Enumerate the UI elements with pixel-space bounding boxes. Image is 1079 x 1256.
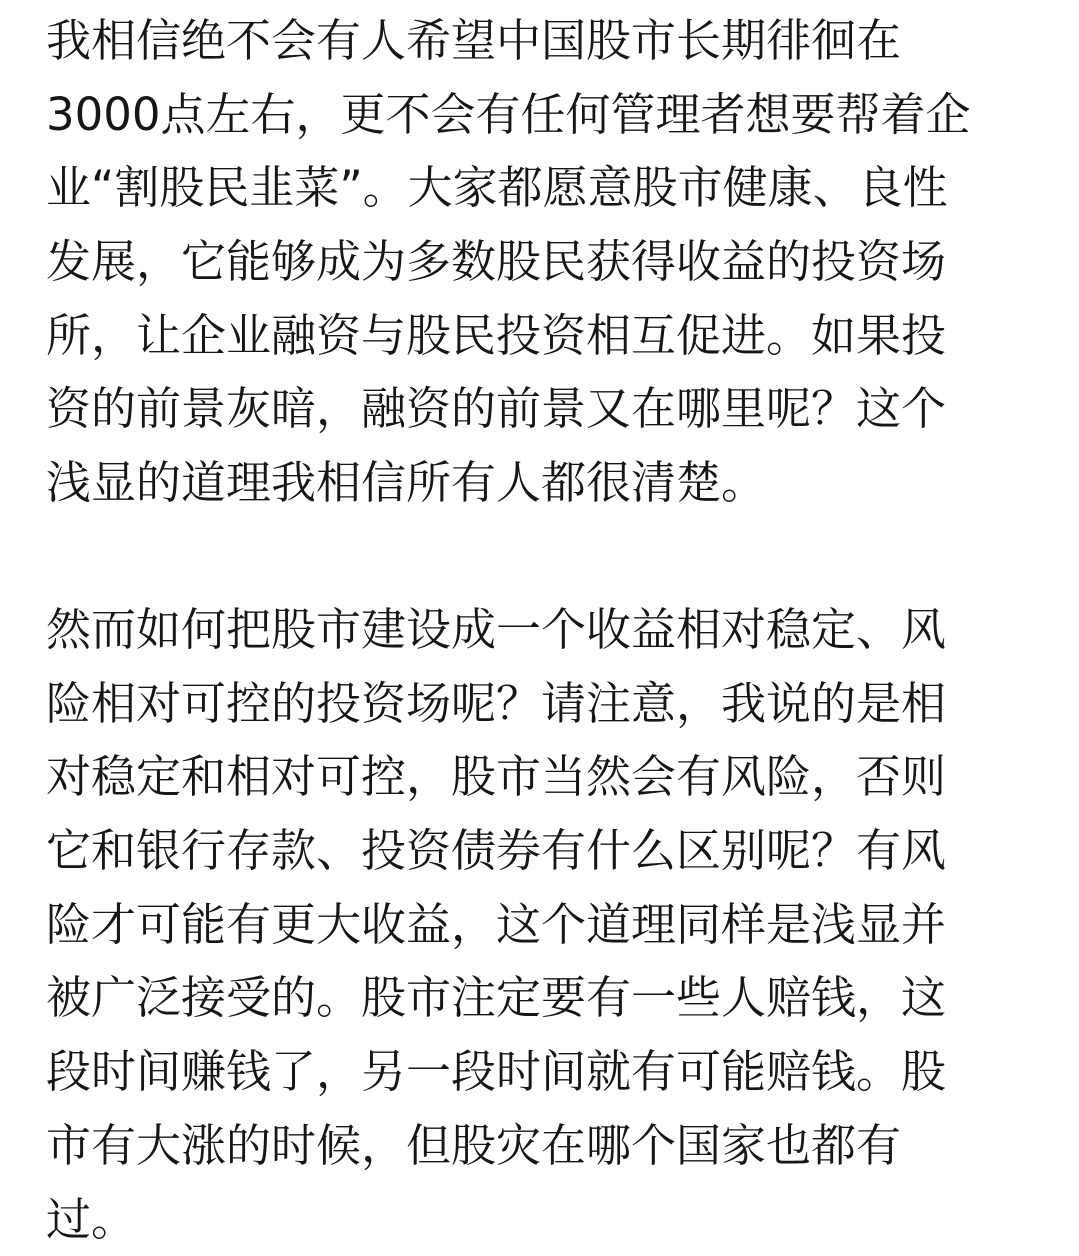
text-line: 险相对可控的投资场呢？请注意，我说的是相 [46, 667, 946, 741]
text-line: 段时间赚钱了，另一段时间就有可能赔钱。股 [46, 1035, 946, 1109]
text-line: 过。 [46, 1183, 946, 1256]
text-line: 业“割股民韭菜”。大家都愿意股市健康、良性 [46, 151, 971, 225]
text-line: 险才可能有更大收益，这个道理同样是浅显并 [46, 888, 946, 962]
text-line: 资的前景灰暗，融资的前景又在哪里呢？这个 [46, 372, 971, 446]
text-line: 所，让企业融资与股民投资相互促进。如果投 [46, 299, 971, 373]
text-line: 被广泛接受的。股市注定要有一些人赔钱，这 [46, 961, 946, 1035]
text-line: 对稳定和相对可控，股市当然会有风险，否则 [46, 740, 946, 814]
text-line: 市有大涨的时候，但股灾在哪个国家也都有 [46, 1109, 946, 1183]
paragraph-2 [46, 593, 946, 1256]
paragraph-1 [46, 4, 971, 520]
text-line: 3000点左右，更不会有任何管理者想要帮着企 [46, 78, 971, 152]
text-line: 我相信绝不会有人希望中国股市长期徘徊在 [46, 4, 971, 78]
text-line: 浅显的道理我相信所有人都很清楚。 [46, 446, 971, 520]
text-line: 然而如何把股市建设成一个收益相对稳定、风 [46, 593, 946, 667]
text-line: 它和银行存款、投资债券有什么区别呢？有风 [46, 814, 946, 888]
text-line: 发展，它能够成为多数股民获得收益的投资场 [46, 225, 971, 299]
